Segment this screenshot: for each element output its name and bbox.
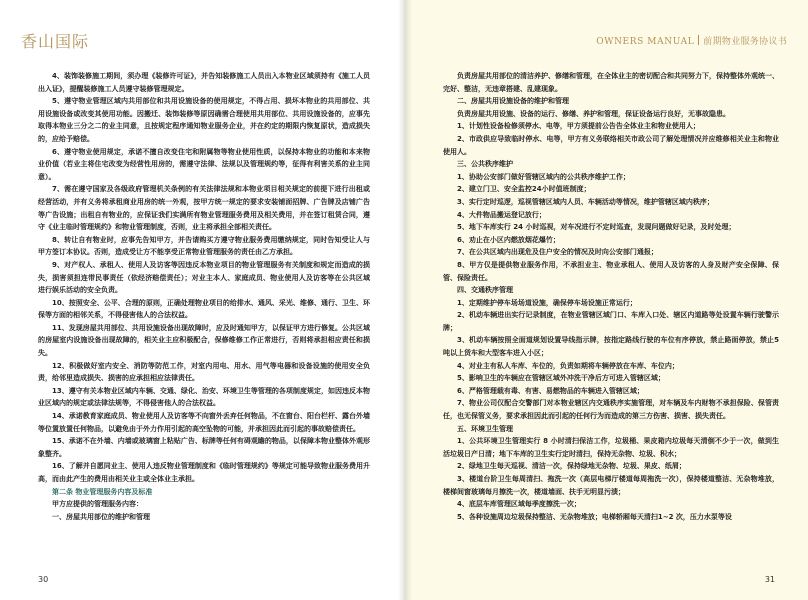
paragraph: 4、装饰装修施工期间，须办理《装修许可证》，并告知装修施工人员出入本物业区域须持有《施工人员出入证》，提醒装修施工人员遵守装修管理规定。 xyxy=(38,72,370,93)
paragraph: 3、机动车辆按照全面道规划设置导线指示牌，按指定路线行驶的车位有序停放，禁止路面停放，禁止5吨以上货车和大型客车进入小区； xyxy=(443,336,779,358)
paragraph: 1、定期维护停车场场道设施，确保停车场设施正常运行； xyxy=(457,298,637,307)
paragraph: 负责房屋共用部位的清洁养护、修缮和管理，在全体业主的密切配合和共同努力下，保持整体外观统一、完好、整洁，无违章搭建、乱建现象。 xyxy=(443,72,779,93)
right-paragraph-list xyxy=(443,70,779,523)
paragraph: 16、了解并自愿同业主、使用人违反物业管理制度和《临时管理规约》等规定可能导致物业服务费用升高，而由此产生的费用由相关业主或全体业主承担。 xyxy=(38,462,370,483)
paragraph: 负责房屋共用设施、设备的运行、修缮、养护和管理，保证设备运行良好，无事故隐患。 xyxy=(457,109,730,118)
right-page-header xyxy=(596,34,787,47)
paragraph: 7、需在遵守国家及各级政府管理机关条例的有关法律法规和本物业项目相关规定的前提下进行出租或经营活动，并有义务将承租商业用房的统一外观，按甲方统一规定的要求安装铺面招牌、广告牌及店铺广告等广告设施；出租自有物业的，应保证我们实满所有物业管理服务费用及相关费用，并在签订租赁合同，遵守《业主临时管理规约》和物业管理制度，否则，业主将承担全部相关责任。 xyxy=(38,185,370,232)
header-english-title: OWNERS MANUAL xyxy=(596,37,695,47)
paragraph: 5、遵守物业管理区域内共用部位和共用设施设备的使用规定，不得占用、损坏本物业的共用部位、共用设施设备或改变其使用功能。因搬迁、装饰装修等原因确需合理使用共用部位、共用设施设备的，应事先取得本物业三分之二的业主同意，且按规定程序通知物业服务企业，并在约定的期限内恢复原状，造成损失的，应给予赔偿。 xyxy=(38,97,370,143)
paragraph: 2、机动车辆进出实行记录制度，在物业管辖区域门口、车库入口处、辖区内道路等处设置车辆行驶警示牌； xyxy=(443,311,779,332)
paragraph: 5、地下车库实行 24 小时巡视，对车况进行不定时巡查，发现问题做好记录，及时处理； xyxy=(457,223,736,232)
paragraph: 15、承诺不在外墙、内墙或玻璃窗上粘贴广告、标牌等任何有碍观瞻的物品，以保障本物业整体外观形象整齐。 xyxy=(38,437,370,458)
paragraph: 11、发现房屋共用部位、共用设施设备出现故障时，应及时通知甲方，以保证甲方进行修复。公共区域的房屋室内设施设备出现故障的，相关业主应积极配合，保修维修工作正常进行，否则将承担相应责任和损失。 xyxy=(38,323,370,358)
left-page-body xyxy=(38,70,370,523)
paragraph: 2、建立门卫、安全监控24小时值班制度； xyxy=(457,185,591,194)
right-page-body xyxy=(443,70,779,523)
right-page xyxy=(404,0,808,600)
paragraph: 4、大件物品搬运登记放行； xyxy=(457,210,546,219)
paragraph: 6、遵守物业使用规定，承诺不擅自改变住宅和附属物等物业使用性质，以保持本物业的功能和本来物业价值（若业主将住宅改变为经营性用房的，需遵守法律、法规以及管理规约等，征得有利害关系的业主同意）。 xyxy=(38,147,370,181)
paragraph: 4、底层车库管理区域每季度擦洗一次； xyxy=(457,500,581,509)
sub-line: 一、房屋共用部位的维护和管理 xyxy=(52,512,150,521)
section-heading: 四、交通秩序管理 xyxy=(457,286,513,295)
paragraph: 5、影响卫生的车辆应在管辖区域外冲洗干净后方可进入管辖区域； xyxy=(457,374,665,383)
paragraph: 10、按照安全、公平、合理的原则，正确处理物业项目的给排水、通风、采光、维修、通行、卫生、环保等方面的相邻关系，不得侵害他人的合法权益。 xyxy=(38,298,370,320)
book-gutter-shadow xyxy=(398,0,412,600)
page-number-right: 31 xyxy=(764,575,775,584)
left-paragraph-list xyxy=(38,70,370,486)
sub-line: 甲方应提供的管理服务内容： xyxy=(52,500,143,509)
section-heading: 第二条 物业管理服务内容及标准 xyxy=(52,487,153,496)
brand-logo-text: 香山国际 xyxy=(21,32,90,51)
paragraph: 8、转让自有物业时，应事先告知甲方，并告请购买方遵守物业服务费用缴纳规定，同时告知受让人与甲方签订本协议。否则，造成受让方不能享受正常物业管理服务的责任由乙方承担。 xyxy=(38,235,370,257)
paragraph: 6、严格管理载有毒、有害、易燃物品的车辆进入管辖区域； xyxy=(457,386,644,395)
paragraph: 6、劝止在小区内燃放烟花爆竹； xyxy=(457,235,560,244)
paragraph: 13、遵守有关本物业区域内车辆、交通、绿化、治安、环境卫生等管理的各项制度规定，如因违反本物业区域内的规定或法律法规等，不得侵害他人的合法权益。 xyxy=(38,386,370,408)
page-number-left: 30 xyxy=(38,575,49,584)
section-heading: 三、公共秩序维护 xyxy=(457,160,513,169)
paragraph: 12、积极做好室内安全、消防等防范工作，对室内用电、用水、用气等电器和设备设施的使用安全负责，给邻里造成损失、损害的应承担相应法律责任。 xyxy=(38,361,370,383)
paragraph: 7、在公共区域内出现危及住户安全的情况及时向公安部门通报； xyxy=(457,248,658,257)
paragraph: 2、市政供应导致临时停水、电等，甲方有义务联络相关市政公司了解处理情况并应维修相关业主和物业使用人。 xyxy=(443,134,779,156)
header-divider xyxy=(698,35,699,45)
paragraph: 5、各种设施周边垃圾保持整洁、无杂物堆放；电梯轿厢每天清扫1~2 次，压力水泵等设 xyxy=(457,512,732,521)
paragraph: 3、楼道台阶卫生每周清扫、拖洗一次（高层电梯厅楼道每周拖洗一次），保持楼道整洁、无杂物堆放，楼梯间窗玻璃每月擦洗一次，楼道墙面、扶手无明显污渍； xyxy=(443,475,779,496)
paragraph: 2、绿地卫生每天巡视、清洁一次，保持绿地无杂物、垃圾、果皮、纸屑； xyxy=(457,462,686,471)
paragraph: 4、对业主有私人车库、车位的，负责如期将车辆停放在车库、车位内； xyxy=(457,361,679,370)
header-chinese-title: 前期物业服务协议书 xyxy=(703,37,787,47)
paragraph: 9、对产权人、承租人、使用人及访客等因违反本物业项目的物业管理服务有关制度和规定而造成的损失，损害须担连带民事责任（依经济赔偿责任）；对业主本人、家庭成员、物业使用人及访客等在公共区域进行娱乐活动的安全负责。 xyxy=(38,260,370,295)
paragraph: 7、物业公司仅配合交警部门对本物业辖区内交通秩序实施管理，对车辆及车内财物不承担保险、保管责任，也无保管义务，要求承担因此而引起的任何行为而造成的第三方伤害、损害、损失责任。 xyxy=(443,399,779,421)
section-heading: 二、房屋共用设施设备的维护和管理 xyxy=(457,97,569,106)
paragraph: 14、承诺教育家庭成员、物业使用人及访客等不向窗外丢弃任何物品，不在窗台、阳台栏杆、露台外墙等位置放置任何物品，以避免由于外力作用引起的高空坠物的可能，并承担因此而引起的事故赔偿责任。 xyxy=(38,412,370,433)
section-heading: 五、环境卫生管理 xyxy=(457,424,513,433)
paragraph: 3、实行定时巡逻，巡视管辖区域内人员、车辆活动等情况，维护管辖区域内秩序； xyxy=(457,197,714,206)
paragraph: 8、甲方仅是提供物业服务作用，不承担业主、物业承租人、使用人及访客的人身及财产安全保障、保管、保险责任。 xyxy=(443,260,779,282)
paragraph: 1、计划性设备检修须停水、电等，甲方须提前公告告全体业主和物业使用人； xyxy=(457,122,700,131)
paragraph: 1、协助公安部门做好管辖区域内的公共秩序维护工作； xyxy=(457,172,630,181)
paragraph: 1、公共环境卫生管理实行 8 小时清扫保洁工作，垃圾桶、果皮箱内垃圾每天清倒不少于一次，做到生活垃圾日产日清；地下车库的卫生实行定时清扫，保持无杂物、垃圾、积水； xyxy=(443,437,779,458)
